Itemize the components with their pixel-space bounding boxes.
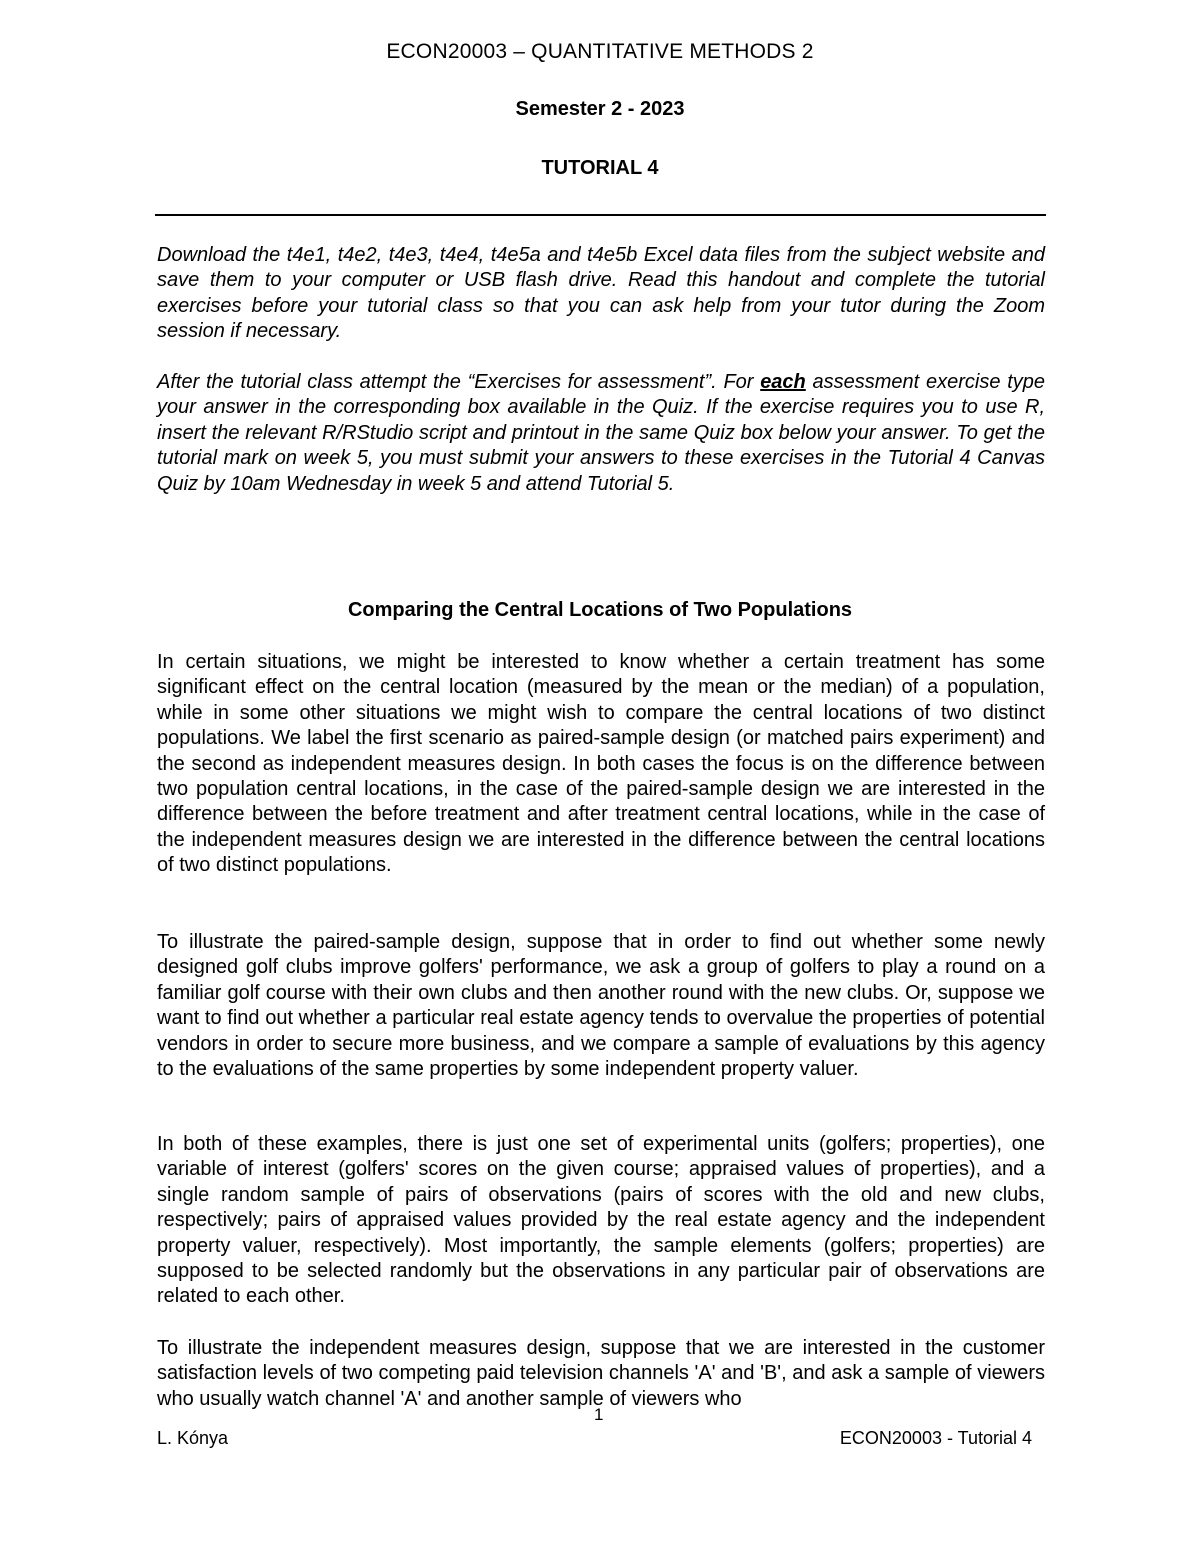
body-paragraph-4-text: To illustrate the independent measures design, suppose that we are interested in the customer satisfaction levels of two competing paid television channels 'A' and 'B', and ask a sample of viewers who usually watch channel 'A' and another sample of viewers who <box>157 1337 1045 1410</box>
body-paragraph-2 <box>157 930 1045 1082</box>
body-paragraph-1-text: In certain situations, we might be interested to know whether a certain treatment has some significant effect on the central location (measured by the mean or the median) of a population, while in some other situations we might wish to compare the central locations of two distinct populations. We label the first scenario as paired-sample design (or matched pairs experiment) and the second as independent measures design. In both cases the focus is on the difference between two population central locations, in the case of the paired-sample design we are interested in the difference between the before treatment and after treatment central locations, while in the case of the independent measures design we are interested in the difference between the central locations of two distinct populations. <box>157 651 1045 877</box>
body-paragraph-3-text: In both of these examples, there is just one set of experimental units (golfers; properties), one variable of interest (golfers' scores on the given course; appraised values of properties), and a single random sample of pairs of observations (pairs of scores with the old and new clubs, respectively; pairs of appraised values provided by the real estate agency and the independent property valuer, respectively). Most importantly, the sample elements (golfers; properties) are supposed to be selected randomly but the observations in any particular pair of observations are related to each other. <box>157 1133 1045 1308</box>
assessment-emphasis-each: each <box>760 371 806 393</box>
body-paragraph-2-text: To illustrate the paired-sample design, suppose that in order to find out whether some newly designed golf clubs improve golfers' performance, we ask a group of golfers to play a round on a familiar golf course with their own clubs and then another round with the new clubs. Or, suppose we want to find out whether a particular real estate agency tends to overvalue the properties of potential vendors in order to secure more business, and we compare a sample of evaluations by this agency to the evaluations of the same properties by some independent property valuer. <box>157 931 1045 1081</box>
intro-paragraph-assessment <box>157 370 1045 497</box>
tutorial-title: TUTORIAL 4 <box>541 157 659 179</box>
course-title: ECON20003 – QUANTITATIVE METHODS 2 <box>386 40 814 63</box>
assessment-text-end: assessment exercise type your answer in the corresponding box available in the Quiz. If the exercise requires you to use R, insert the relevant R/RStudio script and printout in the same Quiz box below your answer. To get the tutorial mark on week 5, you must submit your answers to these exercises in the Tutorial 4 Canvas Quiz by 10am Wednesday in week 5 and attend Tutorial 5. <box>157 371 1045 495</box>
section-heading: Comparing the Central Locations of Two Populations <box>347 599 853 621</box>
intro-paragraph-download-text: Download the t4e1, t4e2, t4e3, t4e4, t4e5a and t4e5b Excel data files from the subject website and save them to your computer or USB flash drive. Read this handout and complete the tutorial exercises before your tutorial class so that you can ask help from your tutor during the Zoom session if necessary. <box>157 244 1045 343</box>
footer-author: L. Kónya <box>157 1428 229 1448</box>
intro-paragraph-download <box>157 243 1045 345</box>
intro-paragraph-assessment-text <box>157 370 1045 497</box>
body-paragraph-1 <box>157 650 1045 879</box>
assessment-text-start: After the tutorial class attempt the “Exercises for assessment”. For <box>157 371 761 393</box>
body-paragraph-3 <box>157 1132 1045 1310</box>
body-paragraph-4 <box>157 1336 1045 1412</box>
header-divider <box>155 214 1046 216</box>
page-number: 1 <box>594 1405 604 1424</box>
semester-label: Semester 2 - 2023 <box>515 98 685 120</box>
footer-document-label: ECON20003 - Tutorial 4 <box>839 1428 1032 1448</box>
